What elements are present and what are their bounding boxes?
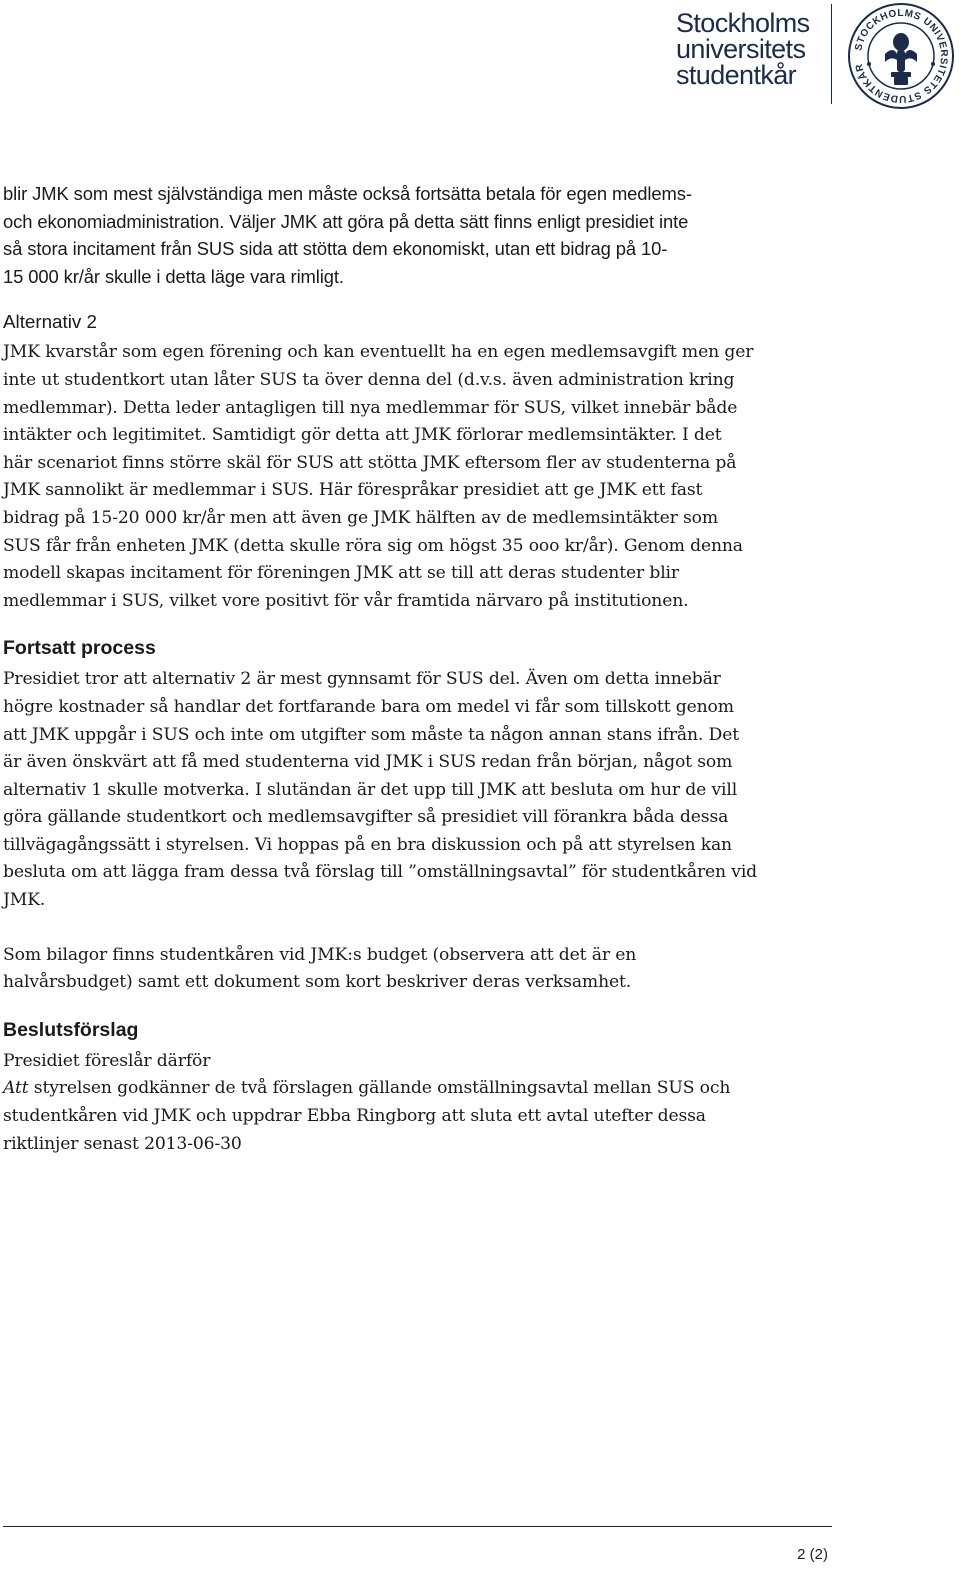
text-line: JMK. [3,890,46,911]
organization-logo-text [676,10,826,88]
alternativ-2-paragraph [3,339,863,615]
process-paragraph [3,666,863,914]
text-line: JMK sannolikt är medlemmar i SUS. Här förespråkar presidiet att ge JMK ett fast [3,480,703,501]
text-line: riktlinjer senast 2013-06-30 [3,1133,242,1154]
text-line: bidrag på 15-20 000 kr/år men att även ge JMK hälften av de medlemsintäkter som [3,507,719,528]
text-line: är även önskvärt att få med studenterna vid JMK i SUS redan från början, något som [3,752,733,773]
text-line: blir JMK som mest självständiga men måste också fortsätta betala för egen medlems- [3,183,692,204]
text-line: Presidiet tror att alternativ 2 är mest gynnsamt för SUS del. Även om detta innebär [3,669,721,690]
text-line: att JMK uppgår i SUS och inte om utgifter som måste ta någon annan stans ifrån. Det [3,724,739,745]
section-heading-alternativ-2: Alternativ 2 [3,311,97,333]
text-line: så stora incitament från SUS sida att stötta dem ekonomiskt, utan ett bidrag på 10- [3,238,668,260]
text-line: halvårsbudget) samt ett dokument som kort beskriver deras verksamhet. [3,972,632,993]
logo-line: studentkår [676,60,797,90]
text-line: besluta om att lägga fram dessa två förslag till ”omställningsavtal” för studentkåren vid [3,862,758,883]
text-line: inte ut studentkort utan låter SUS ta över denna del (d.v.s. även administration kring [3,369,735,390]
logo-line: universitets [676,34,806,64]
decision-intro: Presidiet föreslår därför [3,1050,211,1071]
logo-divider [831,4,832,104]
decision-paragraph [3,1048,863,1158]
footer-rule [3,1526,832,1527]
section-heading-beslutsforslag: Beslutsförslag [3,1018,139,1041]
intro-paragraph [3,180,863,290]
text-line: här scenariot finns större skäl för SUS att stötta JMK eftersom fler av studenterna på [3,452,737,473]
text-line: göra gällande studentkort och medlemsavgifter så presidiet vill förankra båda dessa [3,807,729,828]
decision-att: Att [3,1078,29,1099]
text-line: högre kostnader så handlar det fortfarande bara om medel vi får som tillskott genom [3,696,734,717]
logo-line: Stockholms [676,8,810,38]
letterhead [0,0,960,120]
text-line: medlemmar). Detta leder antagligen till nya medlemmar för SUS, vilket innebär både [3,397,738,418]
text-line: Som bilagor finns studentkåren vid JMK:s budget (observera att det är en [3,944,637,965]
text-line: alternativ 1 skulle motverka. I slutändan är det upp till JMK att besluta om hur de vill [3,779,738,800]
text-line: modell skapas incitament för föreningen JMK att se till att deras studenter blir [3,563,679,584]
seal-text: STOCKHOLMS UNIVERSITETS STUDENTKÅR [853,7,950,105]
page-number: 2 (2) [797,1546,828,1563]
decision-first-rest: styrelsen godkänner de två förslagen gällande omställningsavtal mellan SUS och [28,1078,731,1099]
document-body [3,180,863,1158]
text-line: studentkåren vid JMK och uppdrar Ebba Ringborg att sluta ett avtal utefter dessa [3,1106,706,1127]
text-line: medlemmar i SUS, vilket vore positivt för vår framtida närvaro på institutionen. [3,590,689,611]
university-seal-icon [847,2,955,110]
decision-first-line [3,1075,863,1103]
attachments-paragraph [3,942,863,997]
text-line: JMK kvarstår som egen förening och kan eventuellt ha en egen medlemsavgift men ger [3,342,754,363]
text-line: SUS får från enheten JMK (detta skulle röra sig om högst 35 ooo kr/år). Genom denna [3,535,743,556]
text-line: intäkter och legitimitet. Samtidigt gör detta att JMK förlorar medlemsintäkter. I det [3,425,722,446]
section-heading-fortsatt-process: Fortsatt process [3,637,156,660]
paragraph-gap [3,915,863,942]
text-line: tillvägagångssätt i styrelsen. Vi hoppas på en bra diskussion och på att styrelsen kan [3,834,732,855]
text-line: 15 000 kr/år skulle i detta läge vara rimligt. [3,265,344,287]
text-line: och ekonomiadministration. Väljer JMK att göra på detta sätt finns enligt presidiet inte [3,210,689,232]
